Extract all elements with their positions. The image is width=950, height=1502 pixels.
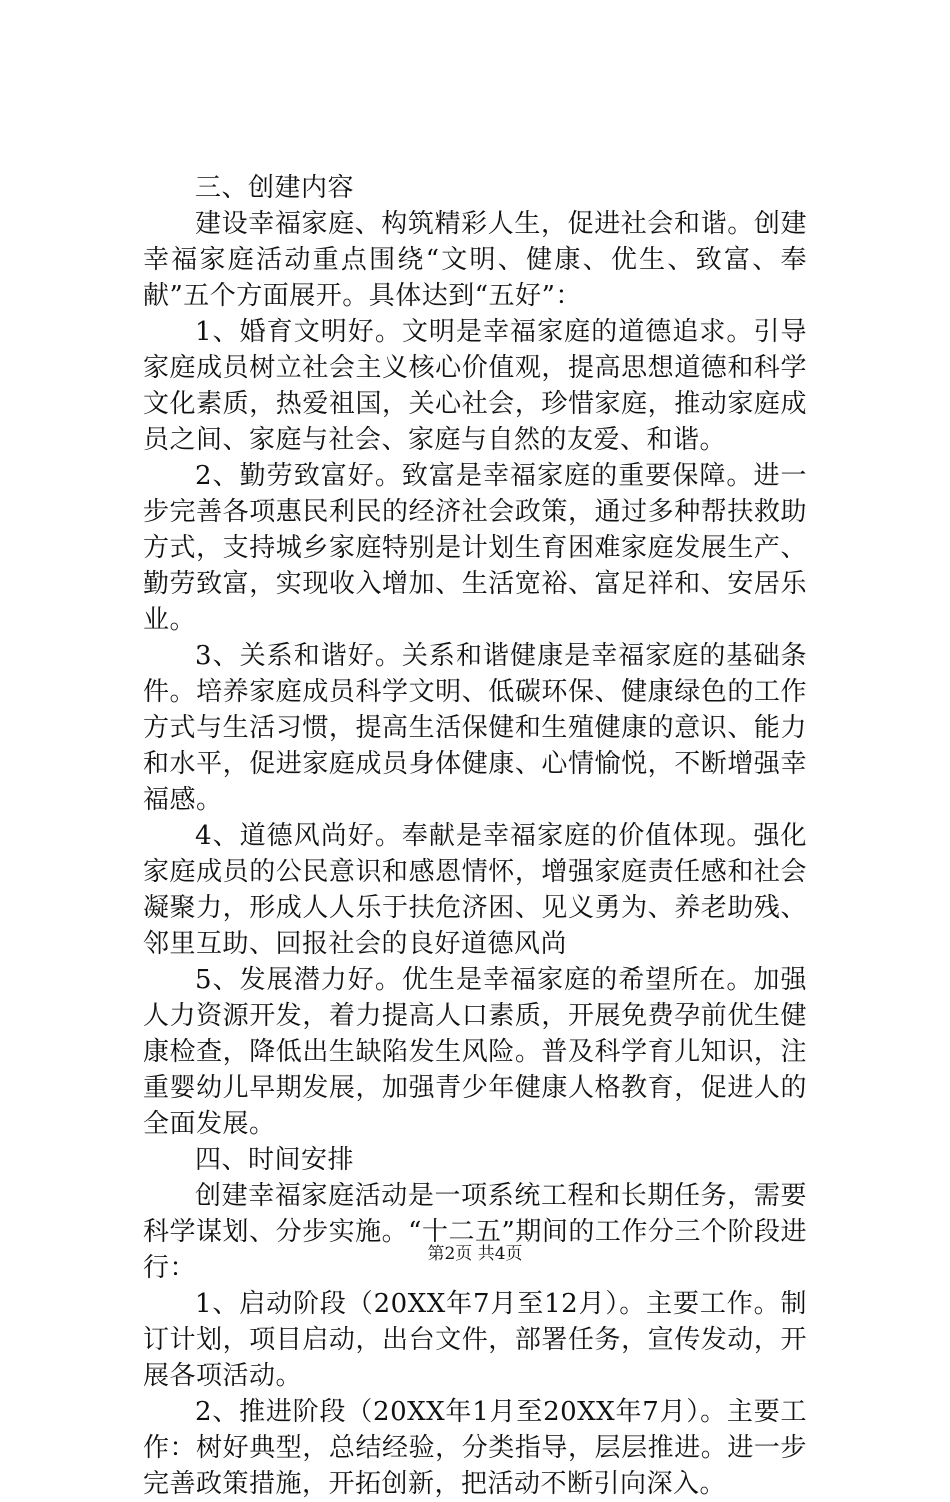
document-body [143, 170, 807, 1502]
paragraph-item-4: 4、道德风尚好。奉献是幸福家庭的价值体现。强化家庭成员的公民意识和感恩情怀，增强家庭责任感和社会凝聚力，形成人人乐于扶危济困、见义勇为、养老助残、邻里互助、回报社会的良好道德风尚 [143, 821, 807, 959]
section-heading-schedule: 四、时间安排 [195, 1145, 355, 1175]
paragraph-item-2: 2、勤劳致富好。致富是幸福家庭的重要保障。进一步完善各项惠民利民的经济社会政策，通过多种帮扶救助方式，支持城乡家庭特别是计划生育困难家庭发展生产、勤劳致富，实现收入增加、生活宽裕、富足祥和、安居乐业。 [143, 461, 807, 635]
page-number: 第2页 共4页 [427, 1244, 523, 1264]
paragraph-stage-2: 2、推进阶段（20XX年1月至20XX年7月）。主要工作：树好典型，总结经验，分类指导，层层推进。进一步完善政策措施，开拓创新，把活动不断引向深入。 [143, 1397, 807, 1499]
section-heading-content: 三、创建内容 [195, 173, 355, 203]
paragraph-intro: 建设幸福家庭、构筑精彩人生，促进社会和谐。创建幸福家庭活动重点围绕“文明、健康、优生、致富、奉献”五个方面展开。具体达到“五好”： [143, 209, 807, 311]
paragraph-schedule-intro: 创建幸福家庭活动是一项系统工程和长期任务，需要科学谋划、分步实施。“十二五”期间的工作分三个阶段进行： [143, 1181, 807, 1283]
paragraph-item-5: 5、发展潜力好。优生是幸福家庭的希望所在。加强人力资源开发，着力提高人口素质，开展免费孕前优生健康检查，降低出生缺陷发生风险。普及科学育儿知识，注重婴幼儿早期发展，加强青少年健康人格教育，促进人的全面发展。 [143, 965, 807, 1139]
paragraph-item-3: 3、关系和谐好。关系和谐健康是幸福家庭的基础条件。培养家庭成员科学文明、低碳环保、健康绿色的工作方式与生活习惯，提高生活保健和生殖健康的意识、能力和水平，促进家庭成员身体健康、心情愉悦，不断增强幸福感。 [143, 641, 807, 815]
paragraph-stage-1: 1、启动阶段（20XX年7月至12月）。主要工作。制订计划，项目启动，出台文件，部署任务，宣传发动，开展各项活动。 [143, 1289, 807, 1391]
paragraph-item-1: 1、婚育文明好。文明是幸福家庭的道德追求。引导家庭成员树立社会主义核心价值观，提高思想道德和科学文化素质，热爱祖国，关心社会，珍惜家庭，推动家庭成员之间、家庭与社会、家庭与自然的友爱、和谐。 [143, 317, 807, 455]
